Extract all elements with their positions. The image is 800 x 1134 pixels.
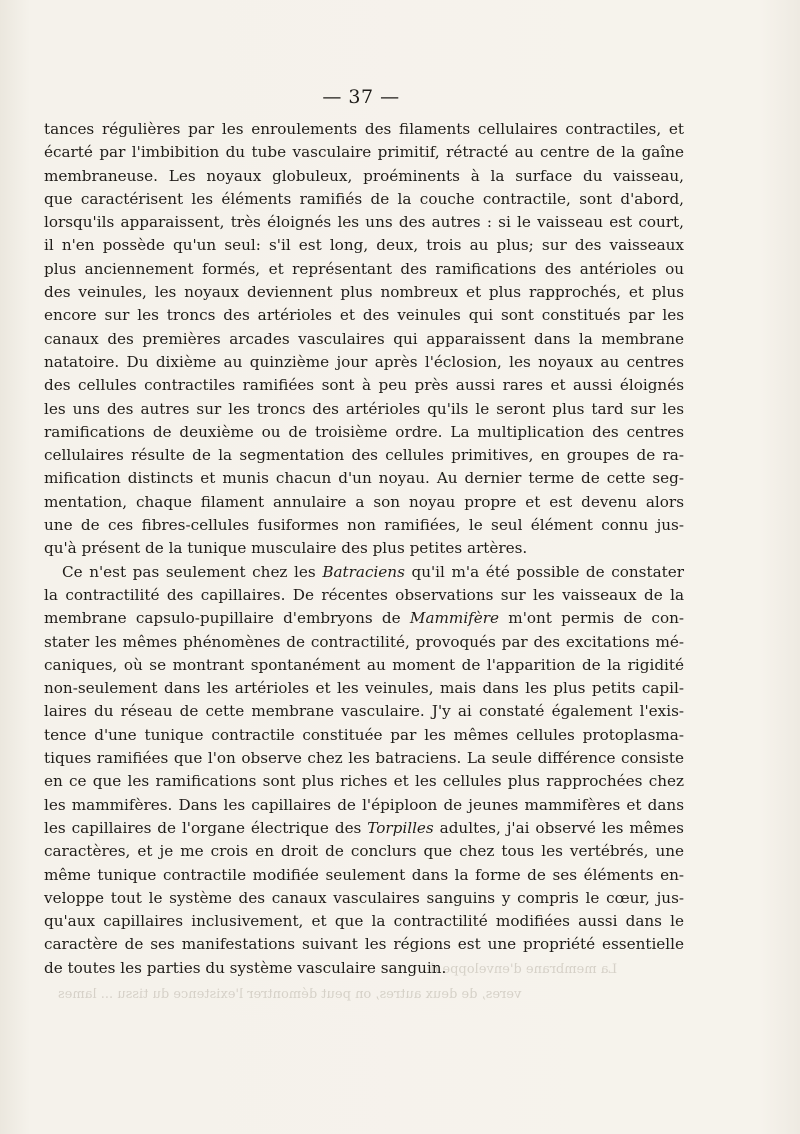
text-line: même tunique contractile modifiée seulement dans la forme de ses éléments en- <box>44 865 684 884</box>
text-line: que caractérisent les éléments ramifiés de la couche contractile, sont d'abord, <box>44 189 684 208</box>
text-line: encore sur les troncs des artérioles et des veinules qui sont constitués par les <box>44 306 684 325</box>
text-line: tence d'une tunique contractile constituée par les mêmes cellules protoplasma- <box>44 725 684 744</box>
text-line: non-seulement dans les artérioles et les veinules, mais dans les plus petits capil- <box>44 679 684 698</box>
text-line: tiques ramifiées que l'on observe chez les batraciens. La seule différence consiste <box>44 749 684 768</box>
text-line: tances régulières par les enroulements des filaments cellulaires contractiles, et <box>44 120 684 138</box>
text-line: caractère de ses manifestations suivant les régions est une propriété essentielle <box>44 935 684 954</box>
text-line: cellulaires résulte de la segmentation des cellules primitives, en groupes de ra- <box>44 446 684 465</box>
body-text <box>44 118 684 980</box>
text-line: des cellules contractiles ramifiées sont à peu près aussi rares et aussi éloignés <box>44 376 684 395</box>
bleed-through-text-2: veres, de deux autres, on peut démontrer l'existence du tissu ... lames <box>58 987 522 1002</box>
text-line: veloppe tout le système des canaux vasculaires sanguins y compris le cœur, jus- <box>44 888 684 907</box>
text-line: caractères, et je me crois en droit de conclurs que chez tous les vertébrés, une <box>44 842 684 861</box>
text-line: une de ces fibres-cellules fusiformes non ramifiées, le seul élément connu jus- <box>44 516 684 535</box>
text-line: des veinules, les noyaux deviennent plus nombreux et plus rapprochés, et plus <box>44 283 684 302</box>
text-line: membraneuse. Les noyaux globuleux, proéminents à la surface du vaisseau, <box>44 166 684 185</box>
text-line: en ce que les ramifications sont plus riches et les cellules plus rapprochées chez <box>44 772 684 791</box>
text-line: membrane capsulo-pupillaire d'embryons de Mammifère m'ont permis de con- <box>44 609 684 628</box>
text-line: les mammifères. Dans les capillaires de l'épiploon de jeunes mammifères et dans <box>44 795 684 814</box>
text-line: les capillaires de l'organe électrique des Torpilles adultes, j'ai observé les mêmes <box>44 818 684 837</box>
text-line: mification distincts et munis chacun d'un noyau. Au dernier terme de cette seg- <box>44 469 684 488</box>
text-line: caniques, où se montrant spontanément au moment de l'apparition de la rigidité <box>44 655 684 674</box>
text-line: qu'aux capillaires inclusivement, et que la contractilité modifiées aussi dans le <box>44 912 684 931</box>
text-line: mentation, chaque filament annulaire a son noyau propre et est devenu alors <box>44 492 684 511</box>
text-line: ramifications de deuxième ou de troisième ordre. La multiplication des centres <box>44 422 684 441</box>
text-line: il n'en possède qu'un seul: s'il est long, deux, trois au plus; sur des vaisseaux <box>44 236 684 255</box>
text-line: natatoire. Du dixième au quinzième jour après l'éclosion, les noyaux au centres <box>44 352 684 371</box>
text-line: les uns des autres sur les troncs des artérioles qu'ils le seront plus tard sur les <box>44 399 684 418</box>
text-line: plus anciennement formés, et représentant des ramifications des antérioles ou <box>44 259 684 278</box>
text-line: écarté par l'imbibition du tube vasculaire primitif, rétracté au centre de la gaîne <box>44 143 684 162</box>
text-line: Ce n'est pas seulement chez les Batraciens qu'il m'a été possible de constater <box>62 562 684 581</box>
text-line: laires du réseau de cette membrane vasculaire. J'y ai constaté également l'exis- <box>44 702 684 721</box>
text-line: de toutes les parties du système vasculaire sanguin. <box>44 958 447 977</box>
text-line: lorsqu'ils apparaissent, très éloignés les uns des autres : si le vaisseau est court, <box>44 213 684 232</box>
text-line: qu'à présent de la tunique musculaire des plus petites artères. <box>44 539 528 558</box>
bleed-through-text-1: La membrane d'enveloppe d <box>430 962 618 977</box>
text-line: la contractilité des capillaires. De récentes observations sur les vaisseaux de la <box>44 585 684 604</box>
text-line: canaux des premières arcades vasculaires qui apparaissent dans la membrane <box>44 329 684 348</box>
page-number: — 37 — <box>322 86 400 108</box>
text-line: stater les mêmes phénomènes de contractilité, provoqués par des excitations mé- <box>44 632 684 651</box>
